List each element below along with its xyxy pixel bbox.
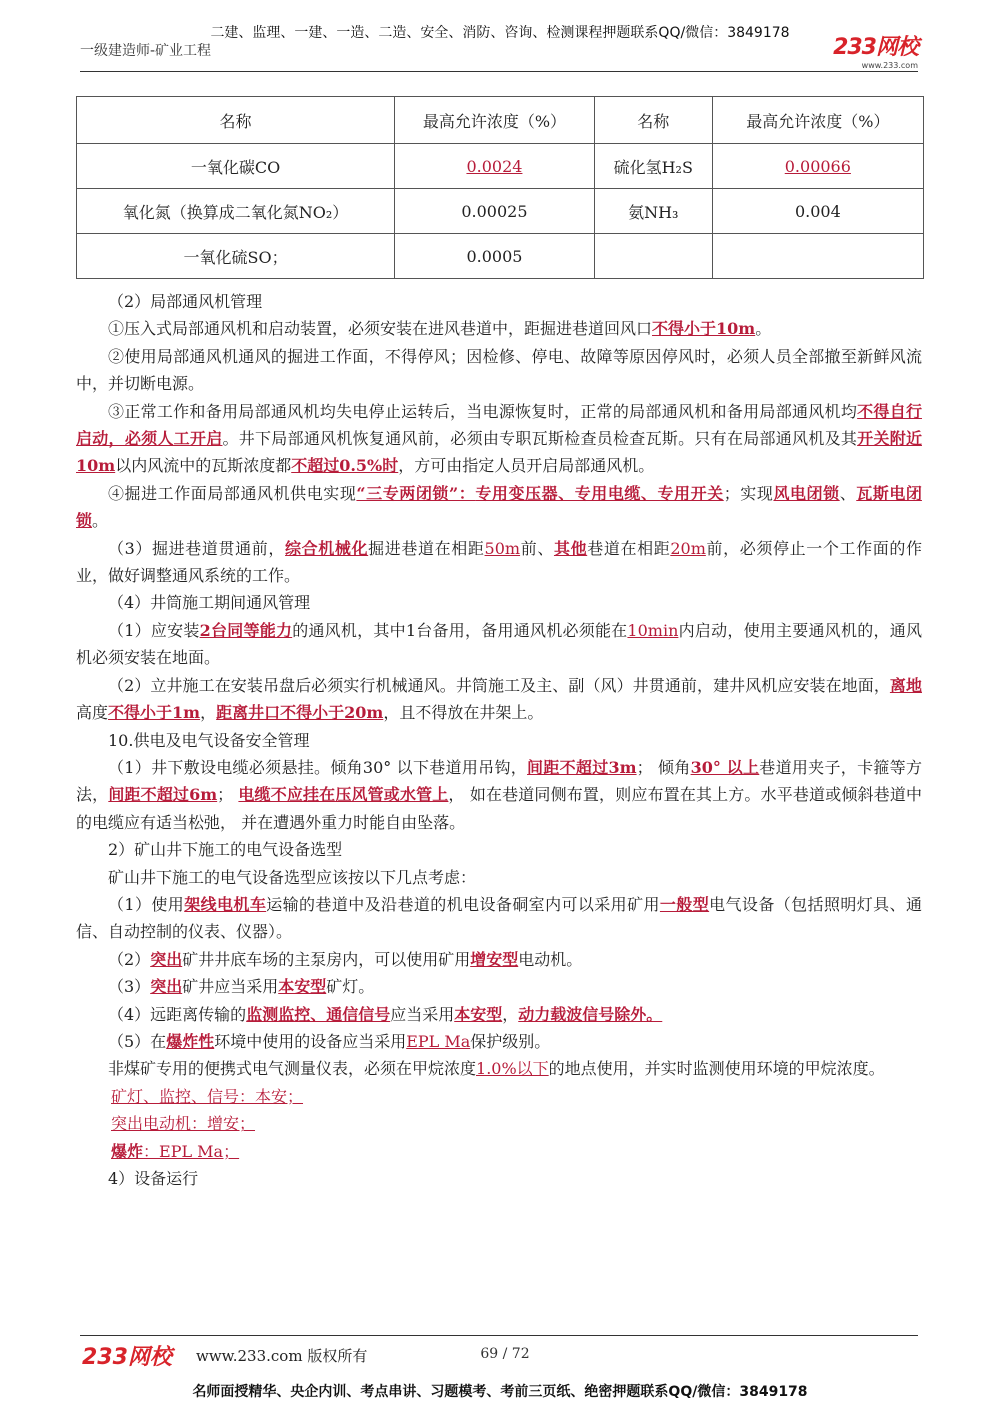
table-cell [594,234,712,279]
table-header-cell: 名称 [594,97,712,144]
section-heading: 2）矿山井下施工的电气设备选型 [108,840,343,860]
highlighted-value: 0.00066 [784,156,851,176]
table-header-cell: 最高允许浓度（%） [712,97,923,144]
footer-divider [80,1335,918,1336]
paragraph: ③正常工作和备用局部通风机均失电停止运转后，当电源恢复时，正常的局部通风机和备用局部通风机均不得自行启动，必须人工开启。井下局部通风机恢复通风前，必须由专职瓦斯检查员检查瓦斯。只有在局部通风机及其开关附近10m以内风流中的瓦斯浓度都不超过0.5%时，方可由指定人员开启局部通风机。 [76,401,922,476]
paragraph: （4）远距离传输的监测监控、通信信号应当采用本安型，动力载波信号除外。 [108,1004,663,1024]
footer-copyright: www.233.com 版权所有 [196,1347,368,1365]
paragraph: （1）使用架线电机车运输的巷道中及沿巷道的机电设备硐室内可以采用矿用一般型电气设备（包括照明灯具、通信、自动控制的仪表、仪器）。 [76,894,922,942]
paragraph: ④掘进工作面局部通风机供电实现“三专两闭锁”：专用变压器、专用电缆、专用开关；实现风电闭锁、瓦斯电闭锁。 [76,483,922,531]
section-heading: 4）设备运行 [108,1169,199,1188]
paragraph: ①压入式局部通风机和启动装置，必须安装在进风巷道中，距掘进巷道回风口不得小于10m。 [108,319,772,339]
header-divider [80,71,918,72]
site-logo [833,30,918,70]
paragraph: 非煤矿专用的便携式电气测量仪表，必须在甲烷浓度1.0%以下的地点使用，并实时监测使用环境的甲烷浓度。 [108,1059,885,1079]
paragraph: （3）突出矿井应当采用本安型矿灯。 [108,977,375,997]
table-header-cell: 名称 [77,97,395,144]
header-banner: 二建、监理、一建、一造、二造、安全、消防、咨询、检测课程押题联系QQ/微信：3849178 [210,25,790,41]
table-cell: 一氧化硫SO； [77,234,395,279]
table-row [77,144,924,189]
paragraph: 矿山井下施工的电气设备选型应该按以下几点考虑： [108,867,477,887]
table-row [77,189,924,234]
paragraph: （5）在爆炸性环境中使用的设备应当采用EPL Ma保护级别。 [108,1031,551,1051]
table-header-row [77,97,924,144]
table-header-cell: 最高允许浓度（%） [395,97,595,144]
table-cell: 0.0005 [395,234,595,279]
gas-concentration-table [76,96,924,279]
note-line: 矿灯、监控、信号：本安； [111,1086,304,1106]
table-cell [712,234,923,279]
body-content [76,288,922,1192]
highlighted-value: 0.0024 [466,156,523,176]
logo-text: 233网校 [833,35,918,60]
table-cell: 氧化氮（换算成二氧化氮NO₂） [77,189,395,234]
logo-url: www.233.com [861,61,918,70]
footer-logo: 233网校 [82,1345,172,1370]
section-heading: （4）井筒施工期间通风管理 [108,593,311,613]
table-cell: 氨NH₃ [594,189,712,234]
table-cell [712,144,923,189]
paragraph: （2）突出矿井井底车场的主泵房内，可以使用矿用增安型电动机。 [108,949,583,969]
table-cell [395,144,595,189]
table-row [77,234,924,279]
note-line: 突出电动机：增安； [111,1114,256,1134]
document-subtitle: 一级建造师-矿业工程 [80,43,212,59]
paragraph: （2）立井施工在安装吊盘后必须实行机械通风。井筒施工及主、副（风）井贯通前，建井风机应安装在地面，离地高度不得小于1m，距离井口不得小于20m，且不得放在井架上。 [76,675,922,723]
table-cell: 0.00025 [395,189,595,234]
paragraph: （3）掘进巷道贯通前，综合机械化掘进巷道在相距50m前、其他巷道在相距20m前，必须停止一个工作面的作业，做好调整通风系统的工作。 [76,538,922,586]
footer-banner: 名师面授精华、央企内训、考点串讲、习题模考、考前三页纸、绝密押题联系QQ/微信：3849178 [192,1384,808,1400]
section-heading: （2）局部通风机管理 [108,292,263,311]
note-line: 爆炸：EPL Ma； [111,1141,240,1161]
paragraph: （1）应安装2台同等能力的通风机，其中1台备用，备用通风机必须能在10min内启动，使用主要通风机的，通风机必须安装在地面。 [76,620,922,668]
paragraph: （1）井下敷设电缆必须悬挂。倾角30° 以下巷道用吊钩，间距不超过3m； 倾角30° 以上巷道用夹子，卡箍等方法，间距不超过6m； 电缆不应挂在压风管或水管上， 如在巷道同侧布置，则应布置在其上方。水平巷道或倾斜巷道中的电缆应有适当松弛， 并在遭遇外重力时能自由坠落。 [76,757,922,832]
paragraph: ②使用局部通风机通风的掘进工作面，不得停风；因检修、停电、故障等原因停风时，必须人员全部撤至新鲜风流中，并切断电源。 [76,346,922,394]
table-cell: 一氧化碳CO [77,144,395,189]
section-heading: 10.供电及电气设备安全管理 [108,730,310,750]
table-cell: 硫化氢H₂S [594,144,712,189]
table-cell: 0.004 [712,189,923,234]
page-number: 69 / 72 [480,1346,530,1362]
